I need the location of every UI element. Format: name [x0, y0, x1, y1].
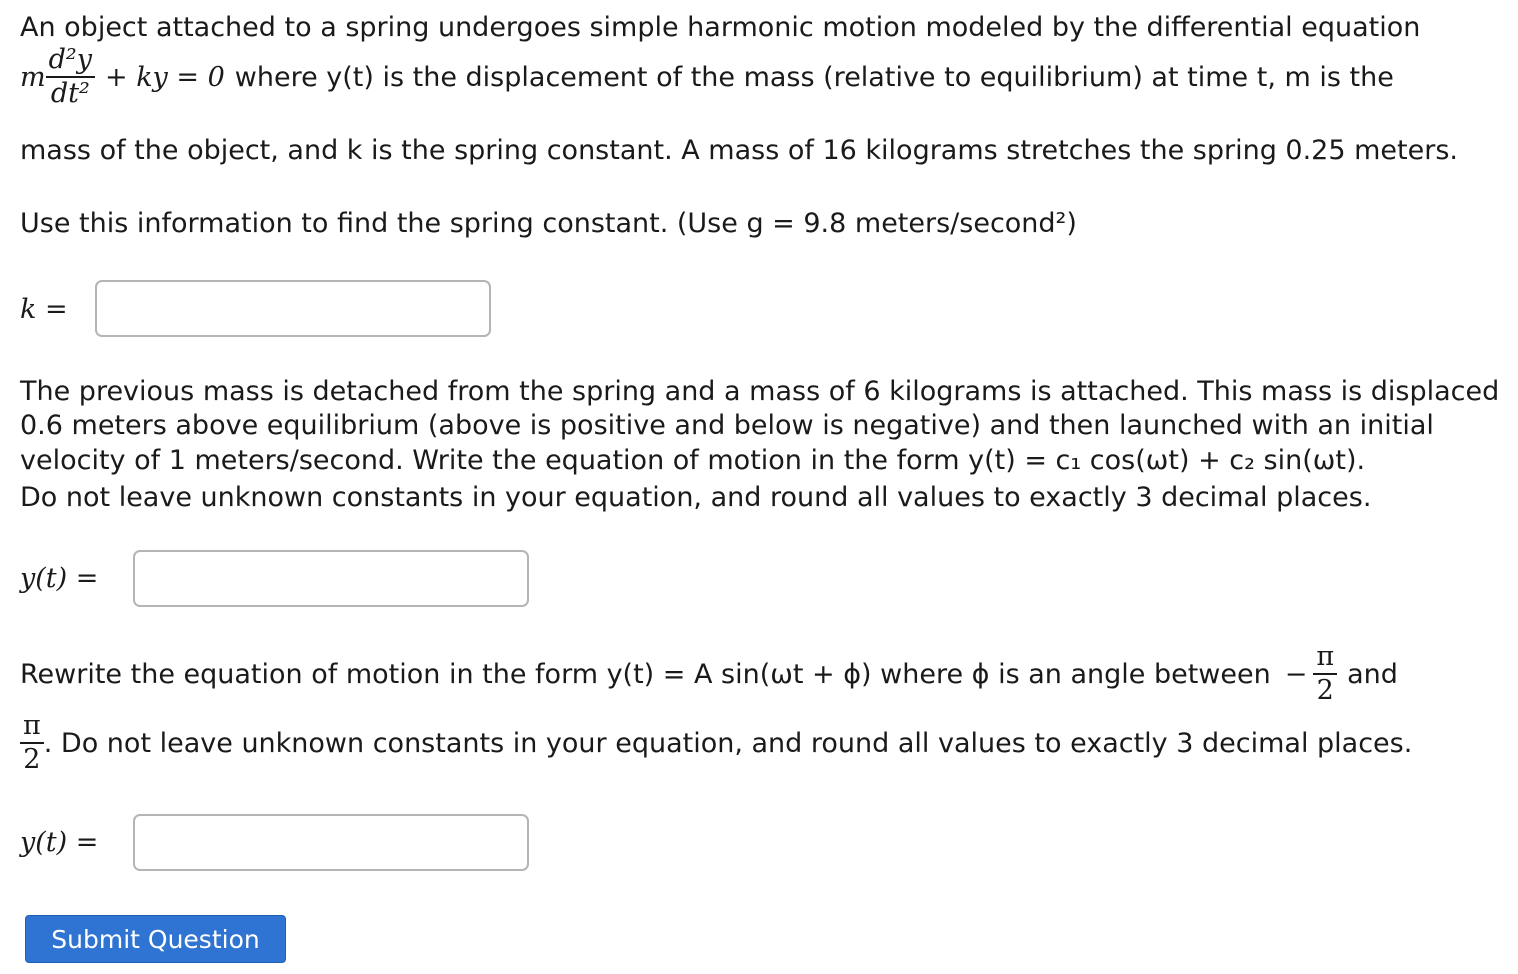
- de-fraction: [46, 46, 95, 109]
- submit-question-button[interactable]: Submit Question: [25, 915, 286, 963]
- part2-line-2: 0.6 meters above equilibrium (above is positive and below is negative) and then launched with an initial: [20, 410, 1434, 441]
- part2-label: y(t) =: [20, 563, 99, 594]
- part3-line-2-rest: . Do not leave unknown constants in your equation, and round all values to exactly 3 decimal places.: [43, 727, 1413, 759]
- sin-phase-equation-input[interactable]: [133, 814, 529, 871]
- part3-line-1-text: Rewrite the equation of motion in the form y(t) = A sin(ωt + ϕ) where ϕ is an angle between: [20, 658, 1271, 690]
- de-fraction-numerator: d²y: [46, 46, 95, 78]
- part3-minus-sign: −: [1284, 658, 1308, 690]
- part3-lower-fraction-numerator: π: [20, 712, 44, 744]
- part1-instruction: Use this information to find the spring constant. (Use g = 9.8 meters/second²): [20, 208, 1077, 239]
- intro-line-3: mass of the object, and k is the spring constant. A mass of 16 kilograms stretches the spring 0.25 meters.: [20, 135, 1458, 166]
- part3-line-2: [20, 712, 1412, 775]
- de-fraction-denominator: dt²: [50, 78, 90, 110]
- part3-upper-fraction: [1313, 643, 1337, 706]
- intro-line-1: An object attached to a spring undergoes simple harmonic motion modeled by the differential equation: [20, 12, 1421, 43]
- spring-constant-input[interactable]: [95, 280, 491, 337]
- part3-label: y(t) =: [20, 827, 99, 858]
- part2-line-1: The previous mass is detached from the spring and a mass of 6 kilograms is attached. This mass is displaced: [20, 376, 1500, 407]
- cos-sin-equation-input[interactable]: [133, 550, 529, 607]
- part3-lower-fraction: [20, 712, 44, 775]
- part3-upper-fraction-numerator: π: [1313, 643, 1337, 675]
- part3-and: and: [1347, 658, 1398, 690]
- part3-line-1: [20, 643, 1398, 706]
- differential-equation: [20, 46, 1394, 109]
- part1-label: k =: [20, 294, 68, 325]
- de-plus-ky: + ky = 0: [104, 61, 225, 93]
- part2-line-4: Do not leave unknown constants in your equation, and round all values to exactly 3 decimal places.: [20, 482, 1372, 513]
- part2-line-3: velocity of 1 meters/second. Write the equation of motion in the form y(t) = c₁ cos(ωt) + c₂ sin(ωt).: [20, 445, 1366, 476]
- de-mass-symbol: m: [20, 61, 46, 93]
- part3-upper-fraction-denominator: 2: [1316, 675, 1334, 707]
- intro-line-2-rest: where y(t) is the displacement of the mass (relative to equilibrium) at time t, m is the: [234, 61, 1394, 93]
- part3-lower-fraction-denominator: 2: [23, 744, 41, 776]
